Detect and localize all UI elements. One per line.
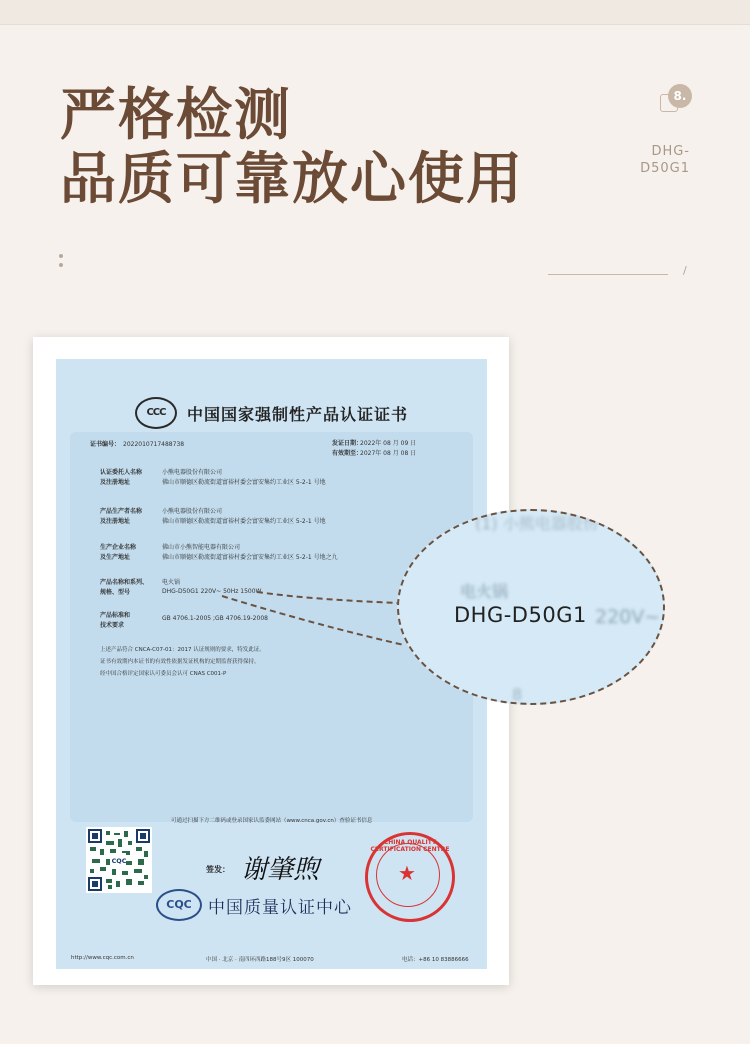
website: http://www.cqc.com.cn: [71, 955, 134, 961]
seal-text: CHINA QUALITY CERTIFICATION CENTRE: [370, 839, 450, 853]
ccc-logo-icon: CCC: [135, 397, 177, 429]
svg-text:CQC: CQC: [111, 857, 127, 865]
address: 中国 · 北京 · 南四环西路188号9区 100070: [206, 957, 314, 963]
statement-2: 证书有效期内本证书的有效性依据发证机构的定期监督获得保持。: [100, 659, 260, 665]
sign-label: 签发：: [206, 865, 230, 874]
row-factory-value-1: 佛山市小熊智能电器有限公司: [162, 544, 241, 551]
magnifier-blur-bottom: 8: [512, 685, 523, 704]
row-product-label-2: 规格、型号: [100, 589, 131, 596]
issue-date-label: 发证日期：: [332, 440, 363, 447]
row-producer-value-1: 小熊电器股份有限公司: [162, 508, 223, 515]
decorative-slash: /: [683, 264, 687, 277]
magnifier-blur-top: (1) 小熊电器股份: [475, 514, 599, 533]
magnified-model: DHG-D50G1: [454, 603, 587, 627]
row-producer-label-2: 及注册地址: [100, 518, 131, 525]
row-product-value-2: DHG-D50G1 220V~ 50Hz 1500W: [162, 588, 262, 595]
row-applicant-label-1: 认证委托人名称: [100, 469, 143, 476]
headline-line-1: 严格检测: [60, 83, 292, 148]
verify-note: 可通过扫描下方二维码或登录国家认监委网站（www.cnca.gov.cn）查验证书信息: [171, 818, 373, 824]
signature: 谢肇煦: [241, 855, 320, 885]
row-product-label-1: 产品名称和系列、: [100, 579, 149, 586]
magnifier-ring: [397, 509, 665, 705]
row-product-value-1: 电火锅: [162, 579, 181, 586]
valid-date-label: 有效期至：: [332, 450, 363, 457]
phone: 电话：+86 10 83886666: [402, 957, 469, 963]
row-applicant-value-2: 佛山市顺德区勒流街道富裕村委会富安集约工业区 5-2-1 号地: [162, 479, 326, 486]
row-producer-value-2: 佛山市顺德区勒流街道富裕村委会富安集约工业区 5-2-1 号地: [162, 518, 326, 525]
side-model-line-2: D50G1: [640, 161, 690, 176]
row-standard-label-1: 产品标准和: [100, 612, 131, 619]
row-factory-value-2: 佛山市顺德区勒流街道富裕村委会富安集约工业区 5-2-1 号地之九: [162, 554, 338, 561]
issue-date: 2022年 08 月 09 日: [360, 440, 417, 447]
statement-1: 上述产品符合 CNCA-C07-01：2017 认证规则的要求，特发此证。: [100, 647, 265, 653]
page-number: 8.: [668, 84, 692, 108]
org-name: 中国质量认证中心: [208, 897, 352, 918]
row-standard-label-2: 技术要求: [100, 622, 125, 629]
row-factory-label-1: 生产企业名称: [100, 544, 137, 551]
official-seal-icon: CHINA QUALITY CERTIFICATION CENTRE ★: [365, 832, 455, 922]
cert-no: 2022010717488738: [123, 441, 185, 448]
headline-line-2: 品质可靠放心使用: [60, 147, 524, 212]
valid-date: 2027年 08 月 08 日: [360, 450, 417, 457]
row-producer-label-1: 产品生产者名称: [100, 508, 143, 515]
side-model-line-1: DHG-: [651, 144, 690, 159]
row-applicant-label-2: 及注册地址: [100, 479, 131, 486]
cqc-logo-icon: CQC: [156, 889, 202, 921]
magnifier-callout: [397, 509, 665, 705]
certificate-title: 中国国家强制性产品认证证书: [186, 404, 408, 424]
row-applicant-value-1: 小熊电器股份有限公司: [162, 469, 223, 476]
row-factory-label-2: 及生产地址: [100, 554, 131, 561]
cert-no-label: 证书编号：: [90, 441, 121, 448]
magnifier-blur-voltage: 220V~: [595, 606, 661, 628]
row-standard-value-1: GB 4706.1-2005 ;GB 4706.19-2008: [162, 615, 268, 622]
statement-3: 经中国合格评定国家认可委员会认可 CNAS C001-P: [100, 671, 227, 677]
magnifier-blur-product: 电火锅: [460, 582, 509, 601]
